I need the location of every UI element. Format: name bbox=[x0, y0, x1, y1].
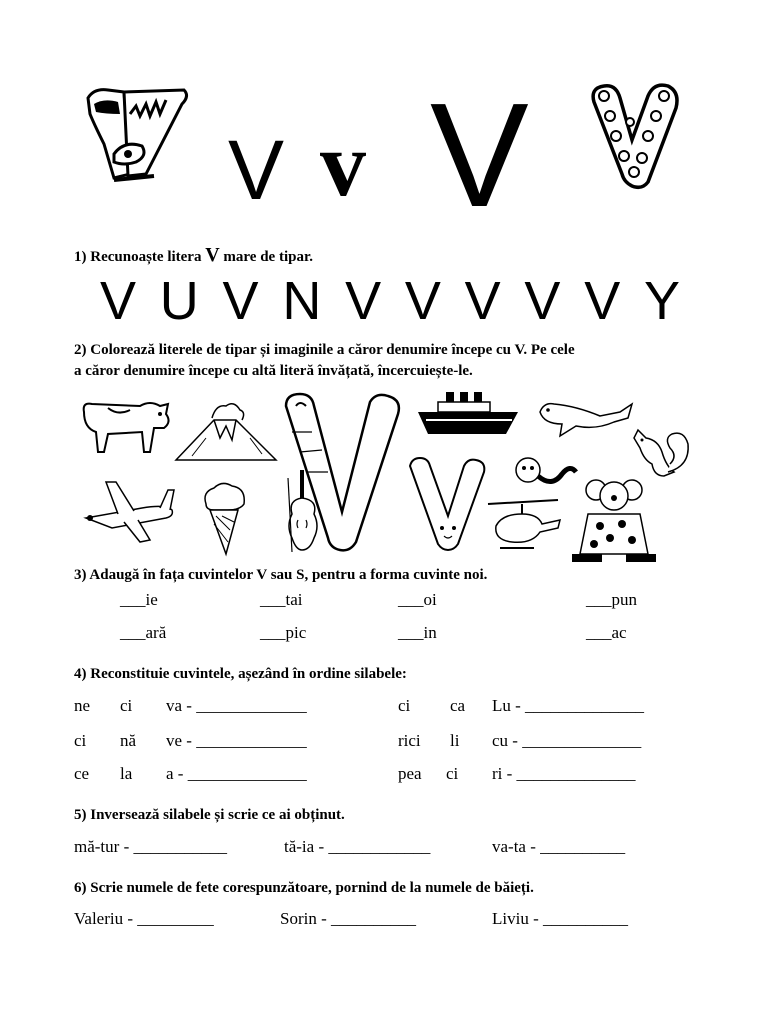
ex4-syllable: ci bbox=[398, 696, 411, 715]
ex3-word: ___in bbox=[398, 623, 437, 642]
ex1-letter-row bbox=[100, 270, 680, 332]
ex4-syllable: ci bbox=[120, 696, 133, 715]
ex4-title: 4) Reconstituie cuvintele, așezând în ordine silabele: bbox=[74, 666, 407, 682]
header-letter-v-serif: V bbox=[228, 123, 285, 217]
ex3-word: ___ară bbox=[120, 623, 167, 642]
ex3-word: ___tai bbox=[260, 590, 303, 609]
violin-icon bbox=[284, 468, 324, 554]
ex1-letter: Y bbox=[643, 271, 680, 331]
ex4-syllable: nă bbox=[120, 731, 137, 750]
seal-icon bbox=[536, 396, 636, 440]
ex3-word: ___ac bbox=[586, 623, 627, 642]
ex3-title: 3) Adaugă în fața cuvintelor V sau S, pentru a forma cuvinte noi. bbox=[74, 567, 488, 583]
cow-icon bbox=[78, 394, 174, 456]
ex1-title-letter: V bbox=[205, 244, 220, 266]
ex1-letter: V bbox=[464, 271, 501, 331]
clown-icon bbox=[566, 474, 662, 564]
ex1-letter: N bbox=[282, 271, 322, 331]
ex1-letter: U bbox=[159, 271, 199, 331]
helicopter-icon bbox=[482, 496, 562, 552]
ex4-answer: a - ______________ bbox=[166, 764, 307, 783]
ex6-item: Valeriu - _________ bbox=[74, 909, 214, 928]
header-letter-v-small-bold: v bbox=[320, 113, 366, 215]
ex1-letter: V bbox=[524, 271, 561, 331]
ex1-letter: V bbox=[222, 271, 259, 331]
ex4-syllable: ca bbox=[450, 696, 466, 715]
decorative-v-crocodile-icon bbox=[84, 84, 192, 184]
ex4-syllable: rici bbox=[398, 731, 421, 750]
ex4-answer: va - _____________ bbox=[166, 696, 307, 715]
outline-letter-v-small-icon bbox=[406, 456, 490, 552]
ex4-answer: Lu - ______________ bbox=[492, 696, 645, 715]
ex5-item: tă-ia - ____________ bbox=[284, 837, 431, 856]
ex1-letter: V bbox=[584, 271, 621, 331]
airplane-icon bbox=[82, 478, 176, 546]
ex4-syllable: ne bbox=[74, 696, 91, 715]
ex4-answer: ri - ______________ bbox=[492, 764, 636, 783]
ex4-syllable: pea bbox=[398, 764, 422, 783]
squirrel-icon bbox=[624, 416, 694, 480]
ex5-title: 5) Inversează silabele și scrie ce ai obținut. bbox=[74, 807, 345, 823]
ex5-item: mă-tur - ___________ bbox=[74, 837, 227, 856]
volcano-icon bbox=[172, 398, 278, 462]
ex3-word: ___ie bbox=[120, 590, 158, 609]
ship-icon bbox=[416, 390, 520, 436]
ex1-letter: V bbox=[404, 271, 441, 331]
ex3-word: ___pic bbox=[260, 623, 307, 642]
ex1-title-pre: 1) Recunoaște litera bbox=[74, 249, 206, 265]
ex1-letter: V bbox=[345, 271, 382, 331]
ex6-item: Sorin - __________ bbox=[280, 909, 416, 928]
ex4-syllable: ce bbox=[74, 764, 90, 783]
ex4-answer: ve - _____________ bbox=[166, 731, 307, 750]
ex2-title-line2: a căror denumire începe cu altă literă învățată, încercuiește-le. bbox=[74, 363, 473, 379]
ex2-title-line1: 2) Colorează literele de tipar și imaginile a căror denumire începe cu V. Pe cele bbox=[74, 342, 575, 358]
ex4-syllable: li bbox=[450, 731, 460, 750]
ex1-letter: V bbox=[100, 271, 137, 331]
ex3-word: ___pun bbox=[586, 590, 637, 609]
decorative-v-polka-dot-icon bbox=[586, 82, 682, 192]
ex1-title bbox=[74, 244, 313, 267]
ex5-item: va-ta - __________ bbox=[492, 837, 626, 856]
header-letter-v-large: V bbox=[430, 73, 529, 238]
ex3-word: ___oi bbox=[398, 590, 437, 609]
ex6-title: 6) Scrie numele de fete corespunzătoare, pornind de la numele de băieți. bbox=[74, 880, 534, 896]
ex4-syllable: ci bbox=[74, 731, 87, 750]
ex4-syllable: ci bbox=[446, 764, 459, 783]
ex1-title-post: mare de tipar. bbox=[219, 249, 313, 265]
ice-cream-icon bbox=[200, 480, 250, 556]
ex6-item: Liviu - __________ bbox=[492, 909, 628, 928]
ex4-syllable: la bbox=[120, 764, 133, 783]
ex4-answer: cu - ______________ bbox=[492, 731, 642, 750]
